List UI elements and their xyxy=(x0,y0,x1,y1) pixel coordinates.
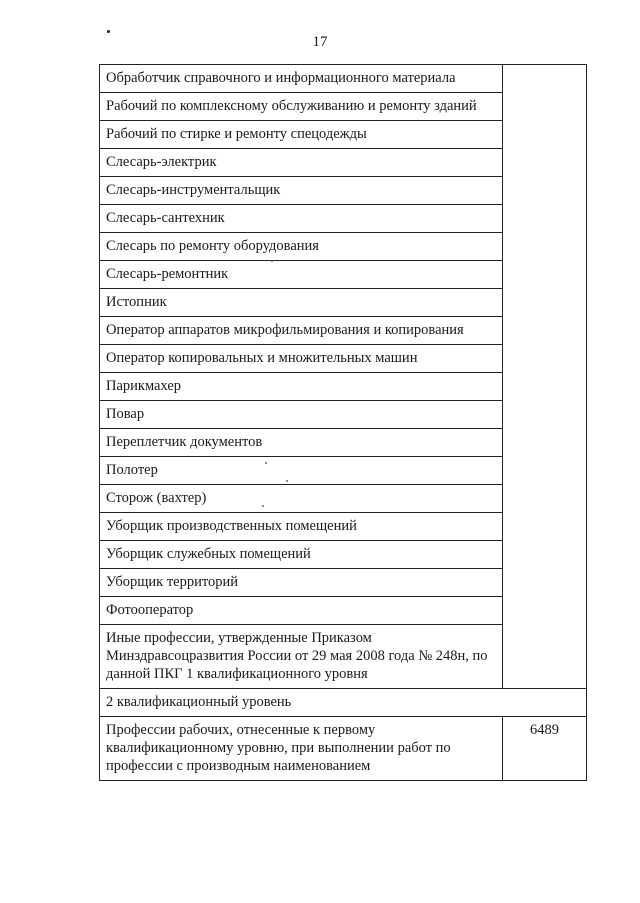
profession-cell: Слесарь-электрик xyxy=(100,149,503,177)
scan-speck xyxy=(262,505,264,507)
salary-cell-level1 xyxy=(503,65,587,689)
profession-cell: Уборщик территорий xyxy=(100,569,503,597)
profession-cell: Повар xyxy=(100,401,503,429)
profession-cell: Оператор копировальных и множительных машин xyxy=(100,345,503,373)
profession-cell: Фотооператор xyxy=(100,597,503,625)
profession-cell: Оператор аппаратов микрофильмирования и копирования xyxy=(100,317,503,345)
stray-dot xyxy=(107,30,110,33)
profession-cell: Уборщик служебных помещений xyxy=(100,541,503,569)
profession-cell: Слесарь-ремонтник xyxy=(100,261,503,289)
profession-cell: Иные профессии, утвержденные Приказом Минздравсоцразвития России от 29 мая 2008 года № 248н, по данной ПКГ 1 квалификационного уровня xyxy=(100,625,503,689)
table-row xyxy=(100,689,587,717)
salary-cell: 6489 xyxy=(503,717,587,781)
scan-speck xyxy=(265,462,267,464)
profession-cell: Переплетчик документов xyxy=(100,429,503,457)
profession-cell: Парикмахер xyxy=(100,373,503,401)
scan-speck xyxy=(286,480,288,482)
qualification-level-heading: 2 квалификационный уровень xyxy=(100,689,587,717)
profession-cell: Рабочий по комплексному обслуживанию и ремонту зданий xyxy=(100,93,503,121)
professions-table xyxy=(99,64,587,781)
profession-cell: Обработчик справочного и информационного материала xyxy=(100,65,503,93)
scan-speck xyxy=(271,260,273,262)
table-row xyxy=(100,717,587,781)
table-row xyxy=(100,65,587,93)
profession-cell: Рабочий по стирке и ремонту спецодежды xyxy=(100,121,503,149)
profession-cell: Слесарь-инструментальщик xyxy=(100,177,503,205)
professions-table-body xyxy=(100,65,587,781)
profession-cell: Полотер xyxy=(100,457,503,485)
profession-cell: Слесарь по ремонту оборудования xyxy=(100,233,503,261)
profession-cell: Профессии рабочих, отнесенные к первому квалификационному уровню, при выполнении работ по профессии с производным наименованием xyxy=(100,717,503,781)
profession-cell: Уборщик производственных помещений xyxy=(100,513,503,541)
page-number: 17 xyxy=(312,34,328,50)
profession-cell: Истопник xyxy=(100,289,503,317)
profession-cell: Сторож (вахтер) xyxy=(100,485,503,513)
profession-cell: Слесарь-сантехник xyxy=(100,205,503,233)
